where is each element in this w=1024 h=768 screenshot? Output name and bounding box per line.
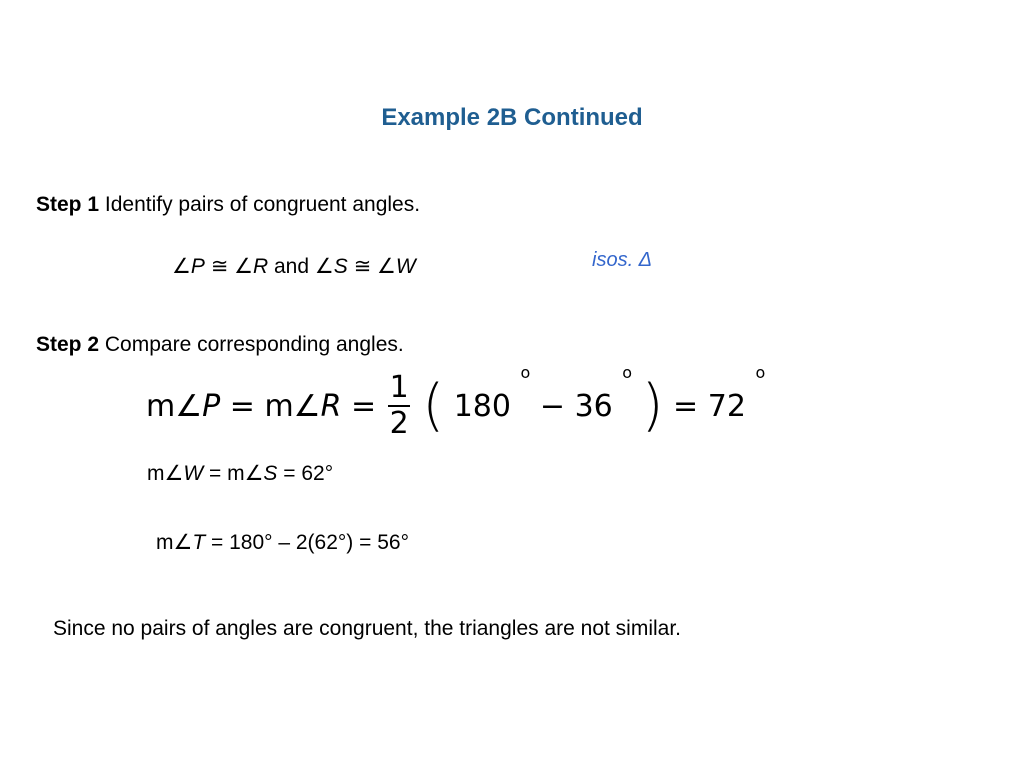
close-paren: ) <box>641 373 664 438</box>
step2-text: Compare corresponding angles. <box>104 333 404 356</box>
fraction-denominator: 2 <box>389 406 409 441</box>
value-36: 36 <box>574 388 613 424</box>
congruence-statement <box>172 254 416 279</box>
eq2-rest: = 62° <box>277 462 334 485</box>
eq-equals: = <box>673 388 699 424</box>
eq-equals: = <box>229 388 255 424</box>
equation-t <box>156 530 409 555</box>
result-72: 72 <box>707 388 746 424</box>
eq-equals: = <box>350 388 377 424</box>
eq2-m: m <box>147 462 165 485</box>
step1-label: Step 1 <box>36 193 100 216</box>
eq3-rest: = 180° – 2(62°) = 56° <box>205 531 409 554</box>
angle-s: ∠S <box>314 255 348 278</box>
step1-line <box>36 193 420 217</box>
eq3-m: m <box>156 531 174 554</box>
open-paren: ( <box>422 373 445 438</box>
angle-p: ∠P <box>172 255 205 278</box>
degree-symbol: o <box>520 363 531 382</box>
congruent-symbol: ≅ <box>353 255 372 278</box>
angle-t: ∠T <box>173 531 206 554</box>
equation-w-s <box>147 461 333 486</box>
angle-equation <box>146 363 766 441</box>
isosceles-note: isos. Δ <box>592 249 653 271</box>
eq2-mid: = m <box>203 462 245 485</box>
conclusion-text: Since no pairs of angles are congruent, the triangles are not similar. <box>53 617 682 640</box>
fraction-one-half <box>388 370 411 441</box>
angle-r: ∠R <box>234 255 269 278</box>
congruent-symbol: ≅ <box>210 255 229 278</box>
value-180: 180 <box>453 388 511 424</box>
fraction-numerator: 1 <box>389 370 409 405</box>
eq-lhs1: m∠P <box>146 389 221 424</box>
slide-title: Example 2B Continued <box>381 104 643 131</box>
step2-line <box>36 333 404 357</box>
angle-w: ∠W <box>164 462 204 485</box>
conjunction: and <box>273 255 310 278</box>
degree-symbol: o <box>755 363 766 382</box>
eq-lhs2: m∠R <box>264 389 342 424</box>
step2-label: Step 2 <box>36 333 100 356</box>
degree-symbol: o <box>622 363 633 382</box>
angle-s: ∠S <box>244 462 278 485</box>
step1-text: Identify pairs of congruent angles. <box>104 193 421 216</box>
angle-w: ∠W <box>377 255 416 278</box>
minus-sign: − <box>539 388 566 424</box>
